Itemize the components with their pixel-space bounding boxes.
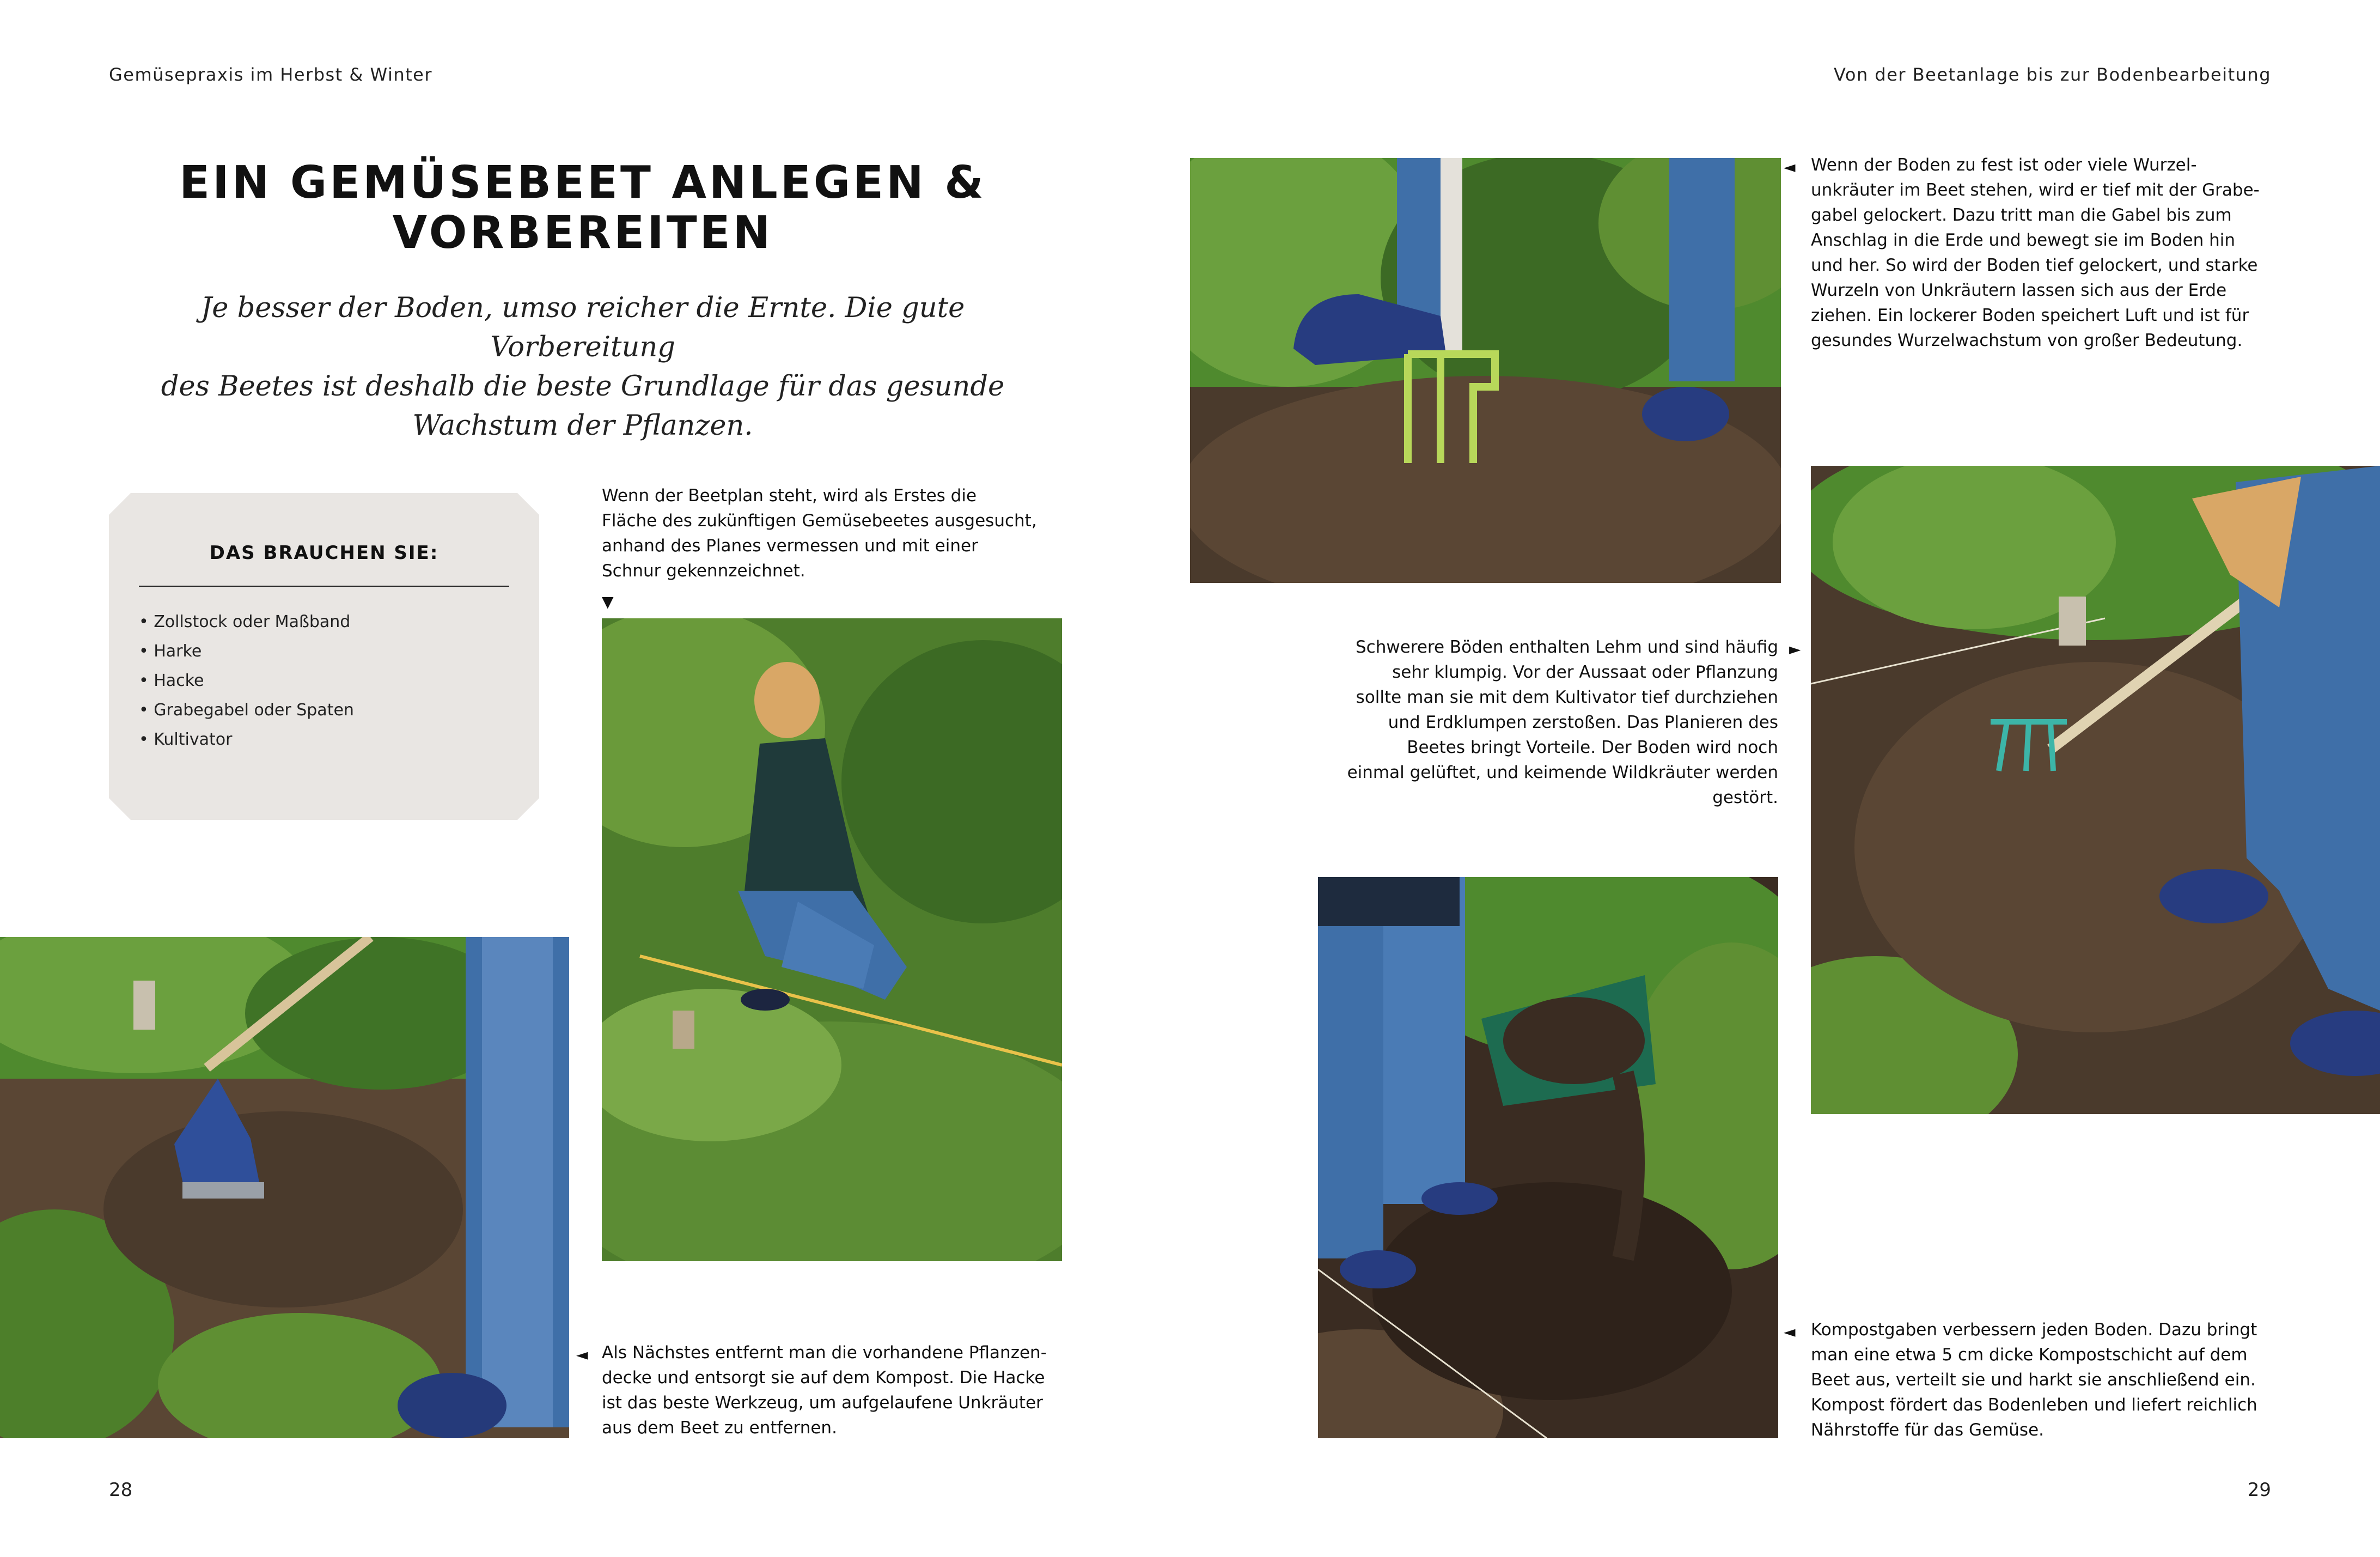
caption-line: gesundes Wurzelwachstum von großer Bedeutung. (1811, 331, 2243, 350)
needs-box-divider (139, 586, 509, 587)
photo-digging-fork (1190, 158, 1781, 583)
caption-line: einmal gelüftet, und keimende Wildkräuter werden (1347, 763, 1778, 782)
caption-line: Schwerere Böden enthalten Lehm und sind häufig (1355, 637, 1778, 657)
lead-line-2: des Beetes ist deshalb die beste Grundlage für das gesunde (161, 370, 1005, 403)
caption-line: unkräuter im Beet stehen, wird er tief mit der Grabe- (1811, 180, 2260, 200)
caption-line: Nährstoffe für das Gemüse. (1811, 1420, 2044, 1440)
photo-hoeing (0, 937, 569, 1438)
caption-line: Anschlag in die Erde und bewegt sie im Boden hin (1811, 230, 2235, 250)
caption-line: und Erdklumpen zerstoßen. Das Planieren des (1388, 713, 1778, 732)
caption-line: man eine etwa 5 cm dicke Kompostschicht auf dem (1811, 1345, 2248, 1365)
caption-pflanzendecke (602, 1340, 1076, 1440)
needs-item: • Zollstock oder Maßband (139, 607, 354, 637)
photo-measuring-bed (602, 618, 1062, 1261)
caption-line: Wurzeln von Unkräutern lassen sich aus der Erde (1811, 281, 2227, 300)
needs-item: • Grabegabel oder Spaten (139, 696, 354, 725)
caption-line: Kompostgaben verbessern jeden Boden. Dazu bringt (1811, 1320, 2257, 1340)
caption-line: Wenn der Boden zu fest ist oder viele Wurzel- (1811, 155, 2197, 175)
caption-line: Wenn der Beetplan steht, wird als Erstes die (602, 486, 977, 506)
lead-line-3: Wachstum der Pflanzen. (412, 410, 753, 442)
caption-line: gestört. (1712, 788, 1778, 807)
arrow-left-icon: ◄ (1784, 158, 1796, 176)
caption-line: Fläche des zukünftigen Gemüsebeetes ausgesucht, (602, 511, 1037, 531)
needs-item: • Hacke (139, 666, 354, 696)
caption-line: Schnur gekennzeichnet. (602, 561, 805, 581)
title-line-1: EIN GEMÜSEBEET ANLEGEN & (179, 157, 986, 209)
title-line-2: VORBEREITEN (392, 207, 773, 259)
caption-line: sehr klumpig. Vor der Aussaat oder Pflanzung (1392, 662, 1778, 682)
running-head-left: Gemüsepraxis im Herbst & Winter (109, 64, 433, 85)
caption-line: und her. So wird der Boden tief gelockert, und starke (1811, 256, 2258, 275)
caption-line: aus dem Beet zu entfernen. (602, 1418, 837, 1438)
caption-line: sollte man sie mit dem Kultivator tief durchziehen (1356, 688, 1778, 707)
caption-line: ziehen. Ein lockerer Boden speichert Luft und ist für (1811, 306, 2249, 325)
page-title (152, 158, 1013, 258)
caption-line: anhand des Planes vermessen und mit einer (602, 536, 978, 556)
caption-line: Beet aus, verteilt sie und harkt sie anschließend ein. (1811, 1370, 2256, 1390)
arrow-left-icon: ◄ (1784, 1323, 1796, 1341)
caption-line: Beetes bringt Vorteile. Der Boden wird noch (1407, 738, 1778, 757)
caption-kompost (1811, 1317, 2301, 1443)
caption-line: ist das beste Werkzeug, um aufgelaufene Unkräuter (602, 1393, 1043, 1413)
caption-line: decke und entsorgt sie auf dem Kompost. Die Hacke (602, 1368, 1045, 1388)
arrow-down-icon: ▼ (602, 593, 614, 611)
photo-compost (1318, 877, 1778, 1438)
page-number-right: 29 (2247, 1479, 2271, 1501)
page-number-left: 28 (109, 1479, 133, 1501)
running-head-right: Von der Beetanlage bis zur Bodenbearbeitung (1833, 64, 2271, 85)
caption-grabegabel (1811, 153, 2301, 353)
arrow-right-icon: ► (1789, 640, 1801, 658)
needs-box-title: DAS BRAUCHEN SIE: (209, 542, 439, 564)
caption-line: gabel gelockert. Dazu tritt man die Gabel bis zum (1811, 205, 2232, 225)
lead-line-1: Je besser der Boden, umso reicher die Ernte. Die gute Vorbereitung (200, 292, 965, 363)
arrow-left-icon: ◄ (576, 1346, 588, 1364)
caption-kultivator (1329, 635, 1778, 810)
caption-line: Kompost fördert das Bodenleben und liefert reichlich (1811, 1395, 2257, 1415)
lead-paragraph (152, 289, 1013, 446)
needs-item: • Kultivator (139, 725, 354, 755)
caption-beetplan (602, 483, 1070, 583)
caption-line: Als Nächstes entfernt man die vorhandene Pflanzen- (602, 1343, 1047, 1363)
needs-list (139, 607, 354, 755)
needs-item: • Harke (139, 637, 354, 666)
photo-cultivator (1811, 466, 2380, 1114)
